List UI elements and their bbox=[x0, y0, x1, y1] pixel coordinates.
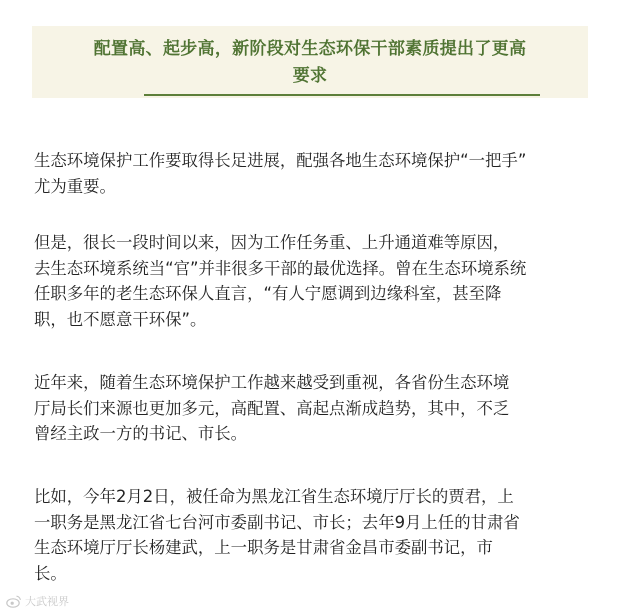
heading-line-1: 配置高、起步高，新阶段对生态环保干部素质提出了更高 bbox=[93, 39, 527, 59]
paragraph-line: 去生态环境系统当“官”并非很多干部的最优选择。曾在生态环境系统 bbox=[34, 258, 527, 278]
paragraph-line: 生态环境厅厅长杨建武，上一职务是甘肃省金昌市委副书记，市 bbox=[34, 538, 493, 558]
heading-underline bbox=[144, 94, 540, 96]
article-heading-box bbox=[32, 26, 588, 98]
paragraph-line: 尤为重要。 bbox=[34, 176, 116, 196]
paragraph-line: 一职务是黑龙江省七台河市委副书记、市长；去年9月上任的甘肃省 bbox=[34, 512, 520, 532]
paragraph-3 bbox=[34, 370, 594, 447]
paragraph-line: 生态环境保护工作要取得长足进展，配强各地生态环境保护“一把手” bbox=[34, 151, 527, 170]
article-heading bbox=[32, 36, 588, 90]
paragraph-line: 厅局长们来源也更加多元，高配置、高起点渐成趋势，其中，不乏 bbox=[34, 398, 510, 418]
paragraph-line: 职，也不愿意干环保”。 bbox=[34, 309, 207, 329]
paragraph-4 bbox=[34, 484, 594, 586]
paragraph-1 bbox=[34, 148, 594, 199]
watermark-text: 大武视界 bbox=[25, 595, 69, 608]
paragraph-line: 曾经主政一方的书记、市长。 bbox=[34, 424, 248, 444]
watermark bbox=[6, 593, 69, 609]
paragraph-2 bbox=[34, 230, 594, 332]
weibo-icon bbox=[6, 594, 22, 608]
paragraph-line: 但是，很长一段时间以来，因为工作任务重、上升通道难等原因， bbox=[34, 233, 510, 252]
heading-line-2: 要求 bbox=[292, 66, 328, 86]
paragraph-line: 长。 bbox=[34, 563, 67, 583]
paragraph-line: 比如，今年2月2日，被任命为黑龙江省生态环境厅厅长的贾君，上 bbox=[34, 487, 514, 506]
paragraph-line: 近年来，随着生态环境保护工作越来越受到重视，各省份生态环境 bbox=[34, 373, 510, 392]
paragraph-line: 任职多年的老生态环保人直言，“有人宁愿调到边缘科室，甚至降 bbox=[34, 284, 502, 304]
